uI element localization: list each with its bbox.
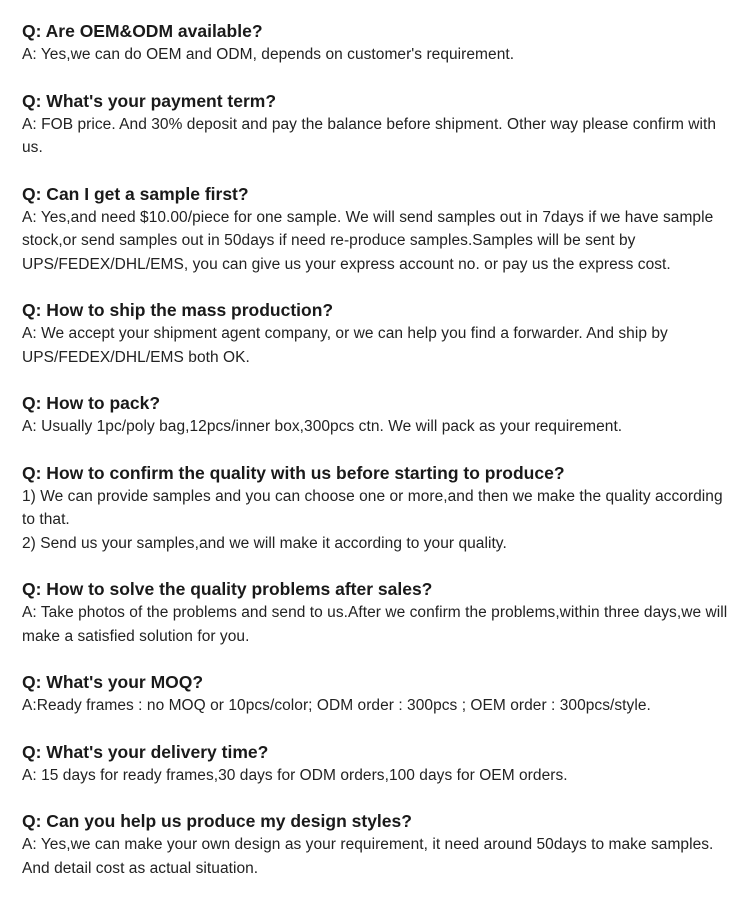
faq-answer: [22, 206, 740, 277]
faq-answer-line: A: FOB price. And 30% deposit and pay the balance before shipment. Other way please confirm with us.: [22, 115, 717, 156]
faq-item-delivery-time: [22, 741, 740, 788]
faq-answer: [22, 113, 740, 160]
faq-question: Q: How to solve the quality problems after sales?: [22, 579, 433, 599]
faq-answer: [22, 322, 740, 369]
faq-answer: [22, 694, 740, 718]
faq-question: Q: Can you help us produce my design styles?: [22, 811, 412, 831]
faq-answer-line: A: 15 days for ready frames,30 days for ODM orders,100 days for OEM orders.: [22, 766, 568, 784]
faq-item-shipping: [22, 299, 740, 369]
faq-question: Q: What's your MOQ?: [22, 672, 204, 692]
faq-item-design-styles: [22, 810, 740, 880]
faq-item-sample: [22, 183, 740, 277]
faq-question: Q: What's your delivery time?: [22, 741, 269, 762]
faq-question: Q: Are OEM&ODM available?: [22, 21, 263, 41]
faq-question: Q: How to ship the mass production?: [22, 300, 334, 320]
faq-question: Q: What's your payment term?: [22, 90, 277, 111]
faq-list: [22, 20, 740, 903]
faq-answer-line: A: We accept your shipment agent company, or we can help you find a forwarder. And ship by UPS/FEDEX/DHL/EMS both OK.: [22, 325, 668, 366]
faq-answer: [22, 601, 740, 648]
faq-item-quality-confirm: [22, 462, 740, 556]
faq-answer-line: A: Usually 1pc/poly bag,12pcs/inner box,300pcs ctn. We will pack as your requirement.: [22, 418, 623, 435]
faq-answer-line: A: Yes,we can make your own design as your requirement, it need around 50days to make samples. And detail cost as actual situation.: [22, 836, 714, 877]
faq-item-after-sales: [22, 578, 740, 648]
faq-answer-line: A: Take photos of the problems and send to us.After we confirm the problems,within three days,we will make a satisfied solution for you.: [22, 604, 728, 645]
faq-answer-line: A: Yes,and need $10.00/piece for one sample. We will send samples out in 7days if we have sample stock,or send samples out in 50days if need re-produce samples.Samples will be sent by UPS/FEDEX/DHL/EMS, you can give us your express account no. or pay us the express cost.: [22, 208, 714, 273]
faq-answer-line: 2) Send us your samples,and we will make it according to your quality.: [22, 534, 507, 552]
faq-answer-line: A: Yes,we can do OEM and ODM, depends on customer's requirement.: [22, 46, 515, 63]
faq-item-oem-odm: [22, 20, 740, 67]
faq-answer: [22, 43, 740, 67]
faq-answer-line: A:Ready frames : no MOQ or 10pcs/color; ODM order : 300pcs ; OEM order : 300pcs/style.: [22, 697, 651, 714]
faq-question: Q: Can I get a sample first?: [22, 183, 249, 204]
faq-item-payment-term: [22, 90, 740, 160]
faq-question: Q: How to confirm the quality with us before starting to produce?: [22, 462, 565, 483]
faq-answer: [22, 485, 740, 556]
faq-question: Q: How to pack?: [22, 393, 161, 413]
faq-answer-line: 1) We can provide samples and you can choose one or more,and then we make the quality according to that.: [22, 487, 723, 528]
faq-item-packing: [22, 392, 740, 439]
faq-answer: [22, 833, 740, 880]
faq-item-moq: [22, 671, 740, 718]
faq-answer: [22, 415, 740, 439]
faq-answer: [22, 764, 740, 788]
